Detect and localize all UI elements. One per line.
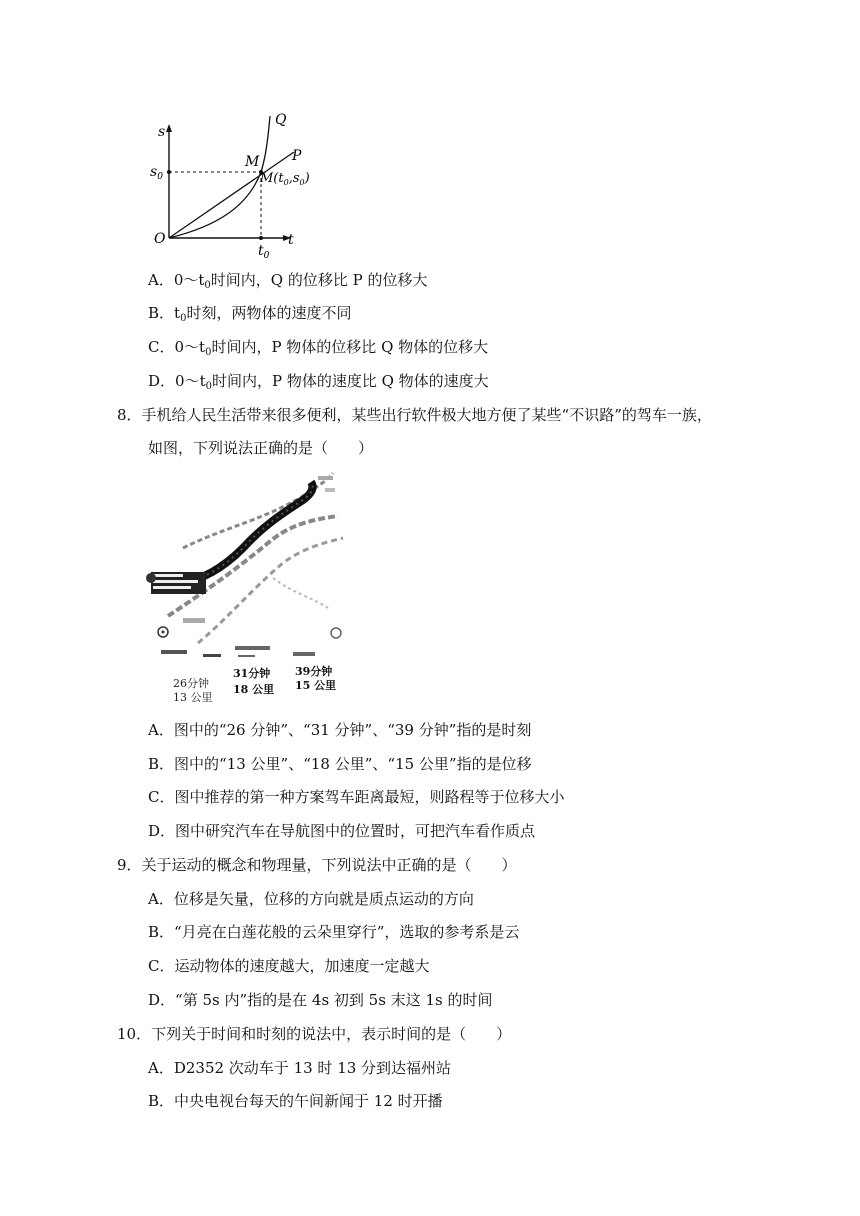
q7-option-c: C．$0\sim t_0$时间内，P 物体的位移比 Q 物体的位移大 xyxy=(148,338,489,358)
curve-p-line xyxy=(169,152,294,238)
q9-option-a: A．位移是矢量，位移的方向就是质点运动的方向 xyxy=(148,890,474,908)
route3-dist: 15 公里 xyxy=(295,679,337,692)
q7-option-a: A．$0\sim t_0$时间内，Q 的位移比 P 的位移大 xyxy=(148,271,428,291)
q8-option-d: D．图中研究汽车在导航图中的位置时，可把汽车看作质点 xyxy=(148,822,536,840)
q9-option-b: B．“月亮在白莲花般的云朵里穿行”，选取的参考系是云 xyxy=(148,923,520,941)
route2-time: 31分钟 xyxy=(233,667,271,680)
q10-option-b: B．中央电视台每天的午间新闻于 12 时开播 xyxy=(148,1092,443,1110)
axis-s-label: s xyxy=(158,124,166,140)
q8-stem-line2: 如图，下列说法正确的是（ ） xyxy=(148,439,374,457)
origin-label: O xyxy=(154,231,166,247)
q9-stem: 9．关于运动的概念和物理量，下列说法中正确的是（ ） xyxy=(117,856,517,874)
route1-dist: 13 公里 xyxy=(173,691,213,704)
curve-p-label: P xyxy=(292,148,302,164)
q10-stem: 10．下列关于时间和时刻的说法中，表示时间的是（ ） xyxy=(117,1025,512,1043)
point-t0-dot xyxy=(259,236,263,240)
axis-t-label: t xyxy=(288,232,294,248)
q7-option-b: B．$t_0$时刻，两物体的速度不同 xyxy=(148,304,352,324)
q8-option-a: A．图中的“26 分钟”、“31 分钟”、“39 分钟”指的是时刻 xyxy=(148,721,532,739)
q7-option-d: D．$0\sim t_0$时间内，P 物体的速度比 Q 物体的速度大 xyxy=(148,372,489,392)
point-m-label: M xyxy=(245,154,260,170)
s0-label: $s_0$ xyxy=(150,164,163,182)
navigation-map-image xyxy=(143,468,358,703)
q10-option-a: A．D2352 次动车于 13 时 13 分到达福州站 xyxy=(148,1059,452,1077)
curve-q-label: Q xyxy=(275,112,287,128)
t0-label: $t_0$ xyxy=(258,243,270,261)
curve-q-line xyxy=(169,116,270,238)
point-s0-dot xyxy=(167,170,171,174)
s-axis-arrow xyxy=(166,124,172,132)
q8-option-b: B．图中的“13 公里”、“18 公里”、“15 公里”指的是位移 xyxy=(148,755,532,773)
route2-dist: 18 公里 xyxy=(233,683,275,696)
q9-option-c: C．运动物体的速度越大，加速度一定越大 xyxy=(148,957,430,975)
st-graph xyxy=(148,110,308,260)
route1-time: 26分钟 xyxy=(173,677,209,690)
q8-option-c: C．图中推荐的第一种方案驾车距离最短，则路程等于位移大小 xyxy=(148,788,565,806)
point-m-coord-label: $M(t_0,s_0)$ xyxy=(260,171,310,187)
route3-time: 39分钟 xyxy=(295,665,333,678)
q9-option-d: D．“第 5s 内”指的是在 4s 初到 5s 末这 1s 的时间 xyxy=(148,991,493,1009)
map-start-marker xyxy=(146,573,156,583)
q8-stem-line1: 8．手机给人民生活带来很多便利，某些出行软件极大地方便了某些“不识路”的驾车一族， xyxy=(117,406,712,424)
